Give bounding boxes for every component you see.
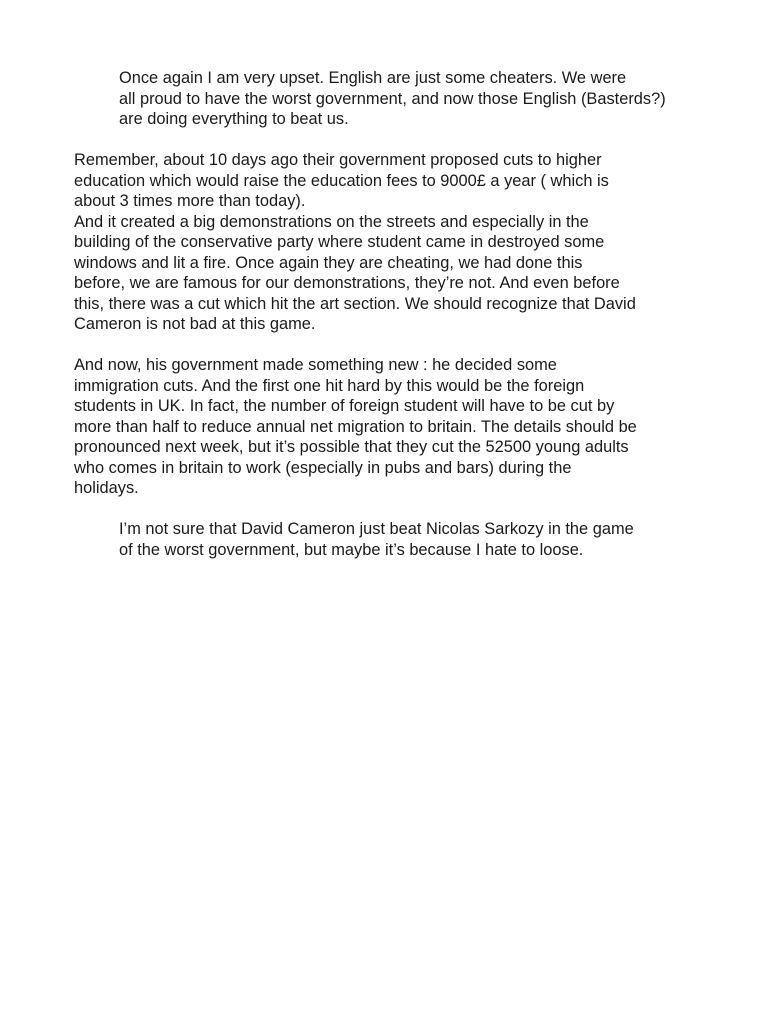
paragraph-1 (74, 68, 704, 130)
text-line: pronounced next week, but it’s possible that they cut the 52500 young adults (74, 438, 629, 456)
paragraph-3 (74, 212, 704, 335)
text-line: students in UK. In fact, the number of foreign student will have to be cut by (74, 397, 615, 415)
text-line: building of the conservative party where student came in destroyed some (74, 233, 605, 251)
text-line: are doing everything to beat us. (119, 110, 349, 128)
paragraph-5 (74, 519, 704, 560)
text-line: of the worst government, but maybe it’s because I hate to loose. (119, 540, 584, 559)
text-line: Cameron is not bad at this game. (74, 315, 316, 333)
text-line: immigration cuts. And the first one hit hard by this would be the foreign (74, 376, 585, 395)
text-line: windows and lit a fire. Once again they are cheating, we had done this (74, 253, 583, 272)
text-line: And now, his government made something new : he decided some (74, 356, 557, 374)
paragraph-4 (74, 355, 704, 499)
text-line: all proud to have the worst government, and now those English (Basterds?) (119, 89, 666, 108)
text-line: Remember, about 10 days ago their government proposed cuts to higher (74, 151, 602, 169)
document-body (74, 68, 704, 581)
text-line: this, there was a cut which hit the art section. We should recognize that David (74, 294, 636, 313)
text-line: Once again I am very upset. English are just some cheaters. We were (119, 69, 627, 87)
text-line: about 3 times more than today). (74, 192, 306, 210)
text-line: holidays. (74, 479, 139, 497)
text-line: education which would raise the education fees to 9000£ a year ( which is (74, 171, 609, 190)
paragraph-2 (74, 150, 704, 212)
text-line: who comes in britain to work (especially in pubs and bars) during the (74, 458, 572, 477)
text-line: before, we are famous for our demonstrations, they’re not. And even before (74, 274, 620, 292)
text-line: more than half to reduce annual net migration to britain. The details should be (74, 417, 637, 436)
text-line: I’m not sure that David Cameron just beat Nicolas Sarkozy in the game (119, 520, 634, 538)
text-line: And it created a big demonstrations on the streets and especially in the (74, 212, 589, 231)
